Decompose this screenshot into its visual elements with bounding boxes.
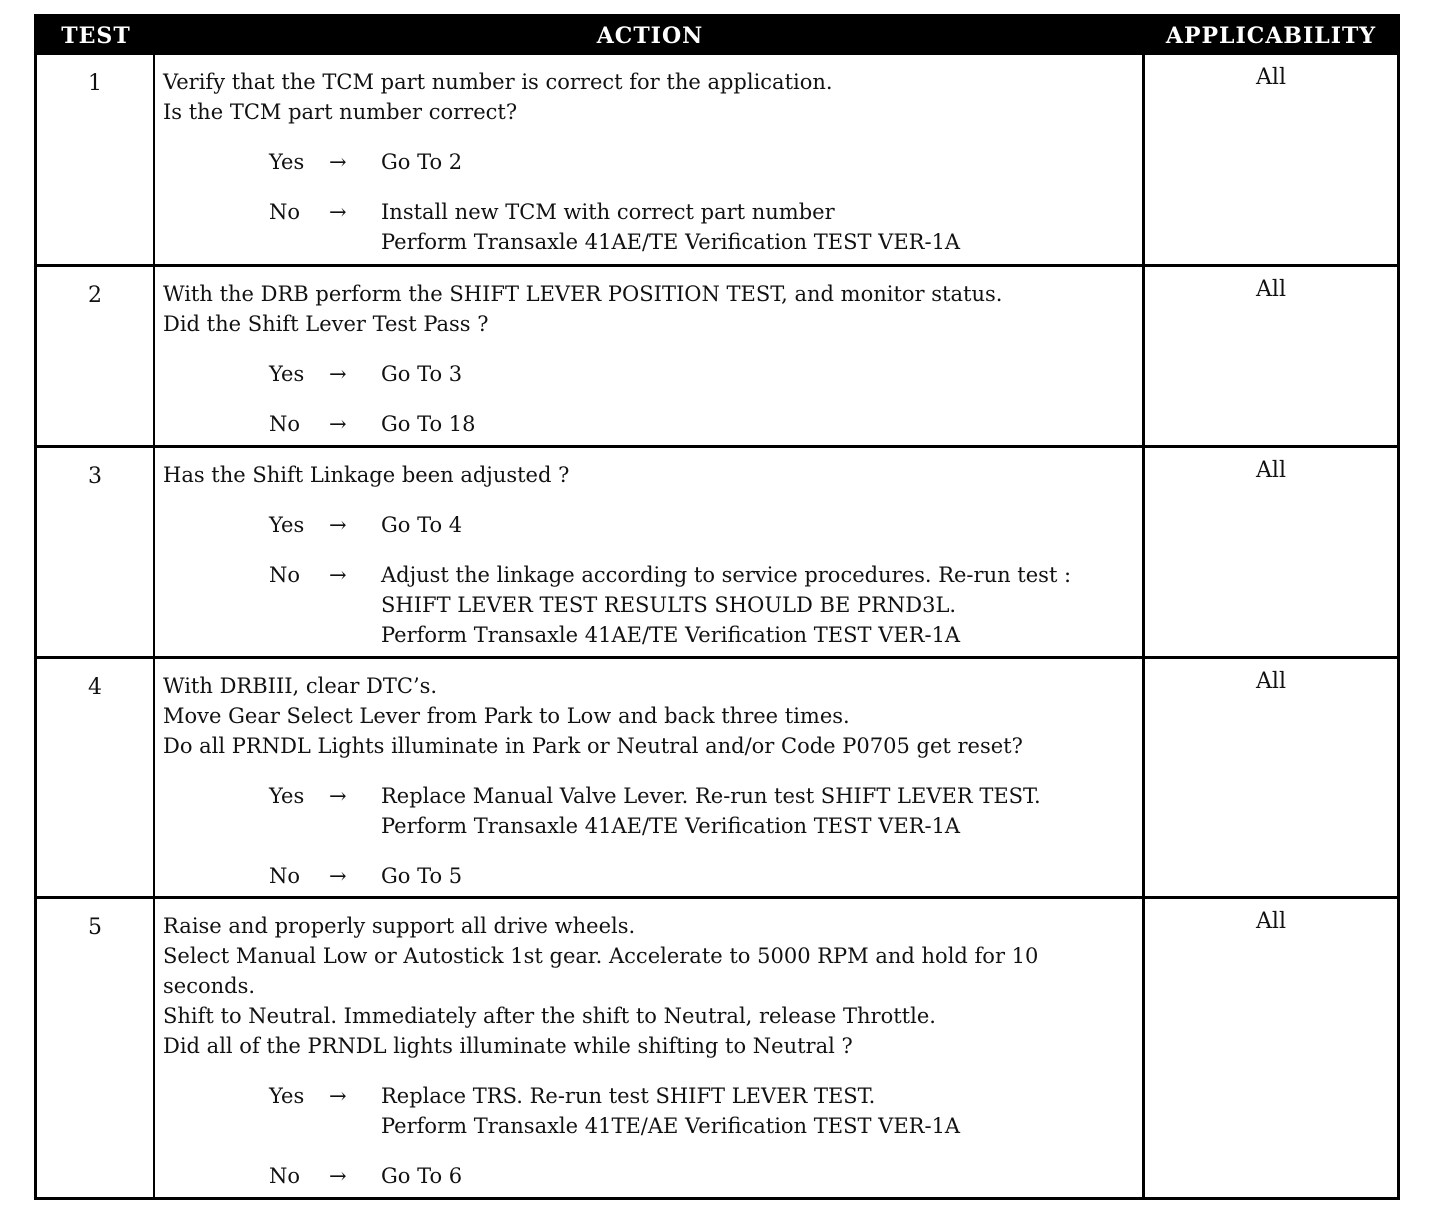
action-cell xyxy=(155,448,1145,659)
action-cell xyxy=(155,55,1145,267)
question-line: seconds. xyxy=(163,974,256,998)
yes-branch xyxy=(163,781,1142,841)
header-test: TEST xyxy=(37,17,155,55)
question-line: Select Manual Low or Autostick 1st gear. Accelerate to 5000 RPM and hold for 10 xyxy=(163,944,1039,968)
no-result xyxy=(381,560,1142,650)
arrow-icon: → xyxy=(329,784,347,808)
question-line: With the DRB perform the SHIFT LEVER POSITION TEST, and monitor status. xyxy=(163,282,1003,306)
result-line: Install new TCM with correct part number xyxy=(381,200,835,224)
no-branch xyxy=(163,197,1142,257)
question-line: Did the Shift Lever Test Pass ? xyxy=(163,312,489,336)
result-line: SHIFT LEVER TEST RESULTS SHOULD BE PRND3L. xyxy=(381,593,957,617)
arrow-icon: → xyxy=(329,513,347,537)
yes-label: Yes xyxy=(269,362,305,386)
no-result xyxy=(381,1161,1142,1191)
result-line: Go To 18 xyxy=(381,412,476,436)
result-line: Go To 3 xyxy=(381,362,463,386)
no-branch xyxy=(163,1161,1142,1191)
yes-branch xyxy=(163,1081,1142,1141)
yes-branch xyxy=(163,359,1142,389)
question-line: With DRBIII, clear DTC’s. xyxy=(163,674,438,698)
arrow-icon: → xyxy=(329,563,347,587)
result-line: Replace TRS. Re-run test SHIFT LEVER TEST. xyxy=(381,1084,876,1108)
yes-branch xyxy=(163,510,1142,540)
result-line: Go To 5 xyxy=(381,864,463,888)
diagnostic-table xyxy=(34,14,1400,1200)
no-label: No xyxy=(269,1164,301,1188)
no-label: No xyxy=(269,563,301,587)
applicability-value: All xyxy=(1145,448,1397,659)
no-label: No xyxy=(269,864,301,888)
yes-result xyxy=(381,510,1142,540)
yes-label: Yes xyxy=(269,784,305,808)
action-cell xyxy=(155,659,1145,899)
test-number: 4 xyxy=(37,659,155,899)
no-branch xyxy=(163,409,1142,439)
no-result xyxy=(381,197,1142,257)
question-line: Shift to Neutral. Immediately after the shift to Neutral, release Throttle. xyxy=(163,1004,936,1028)
result-line: Perform Transaxle 41AE/TE Verification TEST VER-1A xyxy=(381,814,961,838)
result-line: Perform Transaxle 41AE/TE Verification TEST VER-1A xyxy=(381,230,961,254)
yes-result xyxy=(381,1081,1142,1141)
yes-label: Yes xyxy=(269,513,305,537)
applicability-value: All xyxy=(1145,267,1397,448)
yes-label: Yes xyxy=(269,150,305,174)
arrow-icon: → xyxy=(329,200,347,224)
no-result xyxy=(381,861,1142,891)
no-label: No xyxy=(269,412,301,436)
result-line: Perform Transaxle 41TE/AE Verification TEST VER-1A xyxy=(381,1114,961,1138)
question-line: Verify that the TCM part number is correct for the application. xyxy=(163,70,833,94)
yes-result xyxy=(381,147,1142,177)
result-line: Go To 4 xyxy=(381,513,463,537)
question-line: Did all of the PRNDL lights illuminate while shifting to Neutral ? xyxy=(163,1034,853,1058)
result-line: Replace Manual Valve Lever. Re-run test SHIFT LEVER TEST. xyxy=(381,784,1041,808)
result-line: Go To 6 xyxy=(381,1164,463,1188)
result-line: Go To 2 xyxy=(381,150,463,174)
question-line: Is the TCM part number correct? xyxy=(163,100,518,124)
yes-result xyxy=(381,359,1142,389)
question-line: Move Gear Select Lever from Park to Low and back three times. xyxy=(163,704,850,728)
no-result xyxy=(381,409,1142,439)
applicability-value: All xyxy=(1145,659,1397,899)
result-line: Perform Transaxle 41AE/TE Verification TEST VER-1A xyxy=(381,623,961,647)
test-number: 2 xyxy=(37,267,155,448)
no-label: No xyxy=(269,200,301,224)
test-number: 1 xyxy=(37,55,155,267)
action-cell xyxy=(155,267,1145,448)
arrow-icon: → xyxy=(329,362,347,386)
header-action: ACTION xyxy=(155,17,1145,55)
yes-label: Yes xyxy=(269,1084,305,1108)
question-line: Do all PRNDL Lights illuminate in Park or Neutral and/or Code P0705 get reset? xyxy=(163,734,1023,758)
applicability-value: All xyxy=(1256,909,1286,934)
arrow-icon: → xyxy=(329,150,347,174)
question-line: Has the Shift Linkage been adjusted ? xyxy=(163,463,570,487)
no-branch xyxy=(163,560,1142,650)
arrow-icon: → xyxy=(329,1164,347,1188)
question-line: Raise and properly support all drive wheels. xyxy=(163,914,636,938)
test-number: 5 xyxy=(37,899,155,1197)
yes-result xyxy=(381,781,1142,841)
no-branch xyxy=(163,861,1142,891)
test-number: 3 xyxy=(37,448,155,659)
result-line: Adjust the linkage according to service procedures. Re-run test : xyxy=(381,563,1072,587)
yes-branch xyxy=(163,147,1142,177)
arrow-icon: → xyxy=(329,1084,347,1108)
arrow-icon: → xyxy=(329,864,347,888)
applicability-value: All xyxy=(1145,55,1397,267)
action-cell xyxy=(155,899,1145,1197)
header-applicability: APPLICABILITY xyxy=(1145,17,1397,55)
arrow-icon: → xyxy=(329,412,347,436)
